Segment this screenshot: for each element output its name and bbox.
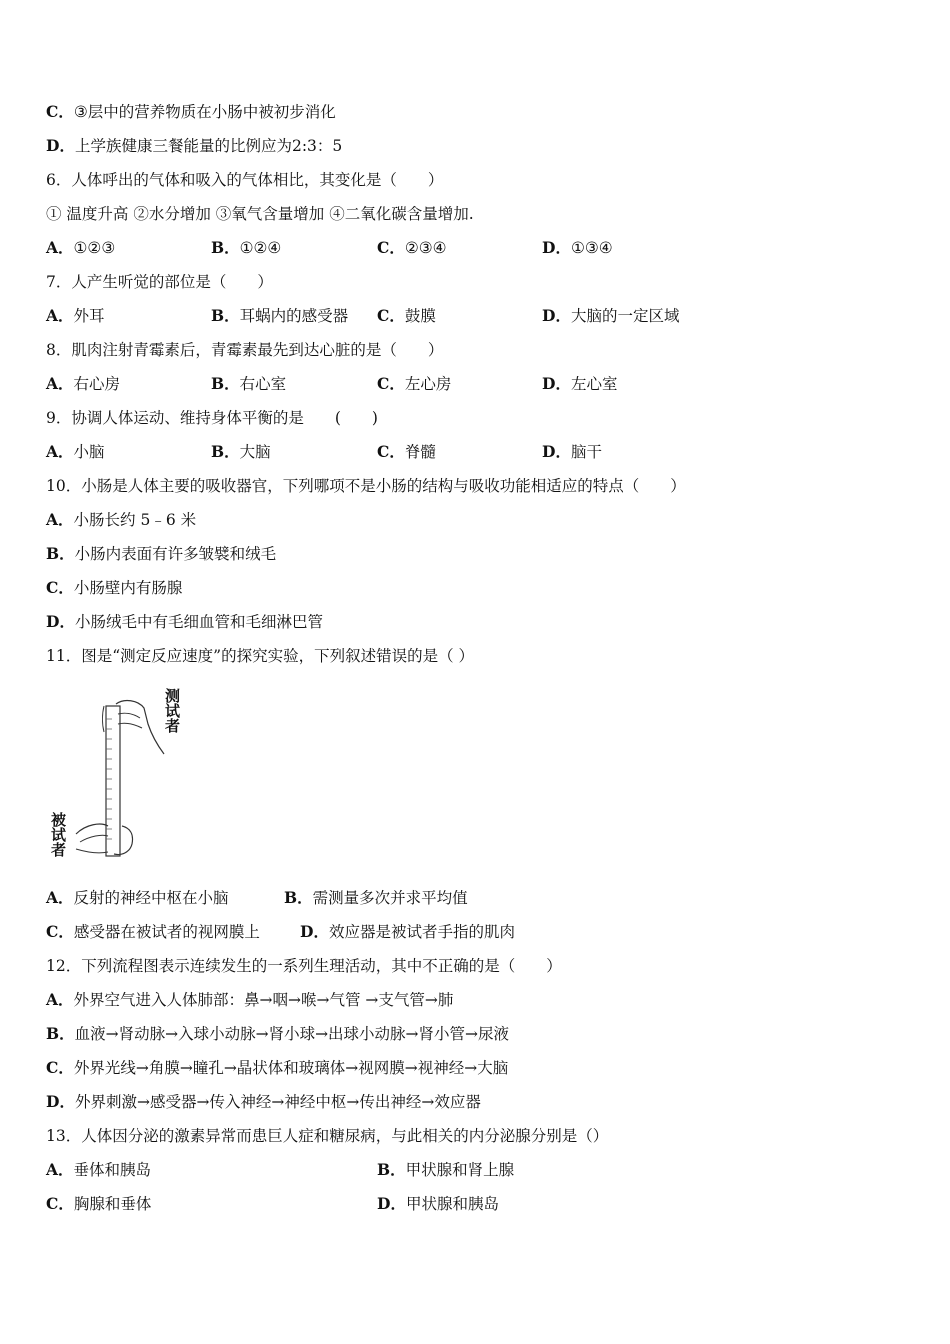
q7-option-c: C．鼓膜: [377, 306, 436, 325]
question-8: 8．肌肉注射青霉素后，青霉素最先到达心脏的是（ ）: [46, 341, 444, 359]
q8-option-b: B．右心室: [211, 374, 287, 393]
q10-option-c: C．小肠壁内有肠腺: [46, 578, 183, 597]
q12-option-a: A．外界空气进入人体肺部：鼻→咽→喉→气管 →支气管→肺: [46, 990, 454, 1009]
q13-option-b: B．甲状腺和肾上腺: [377, 1160, 515, 1179]
q9-option-c: C．脊髓: [377, 442, 436, 461]
q11-option-a: A．反射的神经中枢在小脑: [46, 888, 229, 907]
question-9: 9．协调人体运动、维持身体平衡的是 ( ): [46, 409, 378, 427]
q12-option-b: B．血液→肾动脉→入球小动脉→肾小球→出球小动脉→肾小管→尿液: [46, 1024, 510, 1043]
option-c: C．③层中的营养物质在小肠中被初步消化: [46, 102, 336, 121]
q9-option-d: D．脑干: [542, 442, 602, 461]
q7-option-a: A．外耳: [46, 306, 105, 325]
q10-option-a: A．小肠长约 5﹣6 米: [46, 510, 197, 529]
q11-option-b: B．需测量多次并求平均值: [284, 888, 468, 907]
question-11: 11．图是“测定反应速度”的探究实验，下列叙述错误的是（ ）: [46, 647, 475, 665]
q8-option-d: D．左心室: [542, 374, 618, 393]
q6-option-b: B．①②④: [211, 238, 282, 257]
tester-label: 测试者: [163, 688, 181, 733]
q6-option-a: A．①②③: [46, 238, 116, 257]
q11-option-c: C．感受器在被试者的视网膜上: [46, 922, 260, 941]
q6-option-c: C．②③④: [377, 238, 447, 257]
question-6: 6．人体呼出的气体和吸入的气体相比，其变化是（ ）: [46, 171, 444, 189]
ruler-drop-illustration: [46, 684, 206, 869]
q10-option-d: D．小肠绒毛中有毛细血管和毛细淋巴管: [46, 612, 323, 631]
q9-option-b: B．大脑: [211, 442, 271, 461]
q13-option-c: C．胸腺和垂体: [46, 1194, 152, 1213]
q13-option-a: A．垂体和胰岛: [46, 1160, 152, 1179]
q8-option-c: C．左心房: [377, 374, 452, 393]
reaction-time-figure: [46, 684, 206, 869]
question-12: 12．下列流程图表示连续发生的一系列生理活动，其中不正确的是（ ）: [46, 957, 562, 975]
q7-option-d: D．大脑的一定区域: [542, 306, 680, 325]
q8-option-a: A．右心房: [46, 374, 121, 393]
question-13: 13．人体因分泌的激素异常而患巨人症和糖尿病，与此相关的内分泌腺分别是（）: [46, 1127, 609, 1145]
q12-option-c: C．外界光线→角膜→瞳孔→晶状体和玻璃体→视网膜→视神经→大脑: [46, 1058, 509, 1077]
question-10: 10．小肠是人体主要的吸收器官，下列哪项不是小肠的结构与吸收功能相适应的特点（ ）: [46, 477, 686, 495]
q13-option-d: D．甲状腺和胰岛: [377, 1194, 499, 1213]
q12-option-d: D．外界刺激→感受器→传入神经→神经中枢→传出神经→效应器: [46, 1092, 481, 1111]
option-d: D．上学族健康三餐能量的比例应为2:3：5: [46, 136, 343, 155]
subject-label: 被试者: [49, 812, 67, 857]
q6-option-d: D．①③④: [542, 238, 613, 257]
q7-option-b: B．耳蜗内的感受器: [211, 306, 349, 325]
q10-option-b: B．小肠内表面有许多皱襞和绒毛: [46, 544, 277, 563]
q9-option-a: A．小脑: [46, 442, 105, 461]
question-6-statements: ① 温度升高 ②水分增加 ③氧气含量增加 ④二氧化碳含量增加.: [46, 205, 474, 223]
question-7: 7．人产生听觉的部位是（ ）: [46, 273, 273, 291]
q11-option-d: D．效应器是被试者手指的肌肉: [300, 922, 515, 941]
